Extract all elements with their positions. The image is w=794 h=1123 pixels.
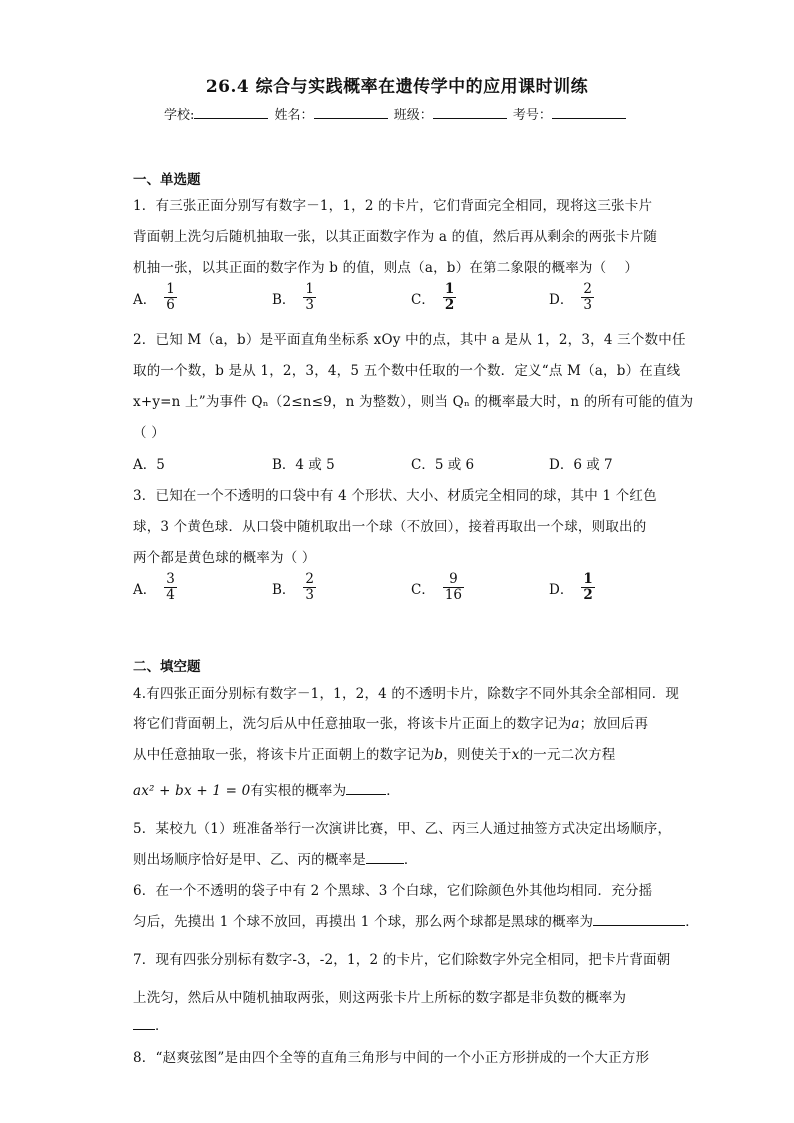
question-1-option-a[interactable] bbox=[133, 282, 177, 313]
question-4-answer-blank[interactable] bbox=[346, 782, 386, 795]
fraction: $\frac{1}{2}$ bbox=[583, 571, 593, 603]
fraction: $\frac{1}{6}$ bbox=[166, 281, 175, 313]
question-7-line-2: 上洗匀，然后从中随机抽取两张，则这两张卡片上所标的数字都是非负数的概率为 bbox=[133, 990, 627, 1006]
exam-no-blank[interactable] bbox=[552, 106, 626, 119]
question-3-option-b[interactable] bbox=[272, 572, 316, 603]
name-blank[interactable] bbox=[314, 106, 388, 119]
option-label: D． bbox=[549, 291, 574, 308]
question-2-line-1: 2．已知 M（a，b）是平面直角坐标系 xOy 中的点，其中 a 是从 1，2，3，4 三个数中任 bbox=[133, 332, 686, 348]
question-1-option-b[interactable] bbox=[272, 282, 316, 313]
fraction: $\frac{1}{2}$ bbox=[444, 281, 455, 313]
page-title: 26.4 综合与实践概率在遗传学中的应用课时训练 bbox=[205, 77, 589, 97]
class-label: 班级： bbox=[393, 108, 433, 123]
question-2-option-a[interactable]: A．5 bbox=[133, 457, 165, 473]
option-label: B． bbox=[272, 581, 296, 598]
question-3-line-2: 球，3 个黄色球．从口袋中随机取出一个球（不放回），接着再取出一个球，则取出的 bbox=[133, 519, 647, 535]
question-5-line-2: 则出场顺序恰好是甲、乙、丙的概率是 ． bbox=[133, 852, 418, 868]
school-blank[interactable] bbox=[194, 106, 268, 119]
question-3-option-c[interactable] bbox=[411, 572, 464, 603]
question-4-line-2: 将它们背面朝上，洗匀后从中任意抽取一张，将该卡片正面上的数字记为a；放回后再 bbox=[133, 716, 649, 732]
fraction: $\frac{9}{16}$ bbox=[444, 571, 463, 603]
question-6-line-1: 6．在一个不透明的袋子中有 2 个黑球、3 个白球，它们除颜色外其他均相同．充分摇 bbox=[133, 883, 653, 899]
question-3-option-a[interactable] bbox=[133, 572, 177, 603]
question-3-line-3: 两个都是黄色球的概率为（ ） bbox=[133, 550, 316, 566]
question-3-line-1: 3．已知在一个不透明的口袋中有 4 个形状、大小、材质完全相同的球，其中 1 个红色 bbox=[133, 488, 657, 504]
option-label: C． bbox=[411, 581, 435, 598]
question-7-line-1: 7．现有四张分别标有数字-3，-2，1，2 的卡片，它们除数字外完全相同，把卡片背面朝 bbox=[133, 952, 671, 968]
question-4-line-3: 从中任意抽取一张，将该卡片正面朝上的数字记为b，则使关于x的一元二次方程 bbox=[133, 747, 616, 763]
variable-b: b bbox=[434, 747, 444, 763]
fraction: $\frac{3}{4}$ bbox=[166, 571, 175, 603]
question-6-line-2: 匀后，先摸出 1 个球不放回，再摸出 1 个球，那么两个球都是黑球的概率为 ． bbox=[133, 914, 699, 930]
question-6-answer-blank[interactable] bbox=[593, 913, 685, 926]
fraction: $\frac{1}{3}$ bbox=[305, 281, 315, 313]
variable-a: a bbox=[571, 716, 580, 732]
question-1-option-c[interactable] bbox=[411, 282, 456, 313]
question-1-line-3: 机抽一张，以其正面的数字作为 b 的值，则点（a，b）在第二象限的概率为（ ） bbox=[133, 260, 639, 276]
name-label: 姓名： bbox=[274, 108, 314, 123]
fraction: $\frac{2}{3}$ bbox=[583, 281, 592, 313]
question-4-line-1: 4.有四张正面分别标有数字－1，1，2，4 的不透明卡片，除数字不同外其余全部相同．现 bbox=[133, 686, 680, 702]
question-4-line-4: ax² + bx + 1 = 0有实根的概率为 ． bbox=[133, 783, 400, 799]
question-2-line-4: （ ） bbox=[133, 425, 165, 441]
question-8-line-1: 8．“赵爽弦图”是由四个全等的直角三角形与中间的一个小正方形拼成的一个大正方形 bbox=[133, 1050, 650, 1066]
option-label: A． bbox=[133, 581, 157, 598]
section-heading-fill-in: 二、填空题 bbox=[133, 659, 201, 675]
option-label: C． bbox=[411, 291, 435, 308]
question-2-line-2: 取的一个数，b 是从 1，2，3，4，5 五个数中任取的一个数．定义“点 M（a，b）在直线 bbox=[133, 363, 681, 379]
option-label: D． bbox=[549, 581, 574, 598]
question-1-option-d[interactable] bbox=[549, 282, 594, 313]
question-7-line-3: ． bbox=[133, 1014, 169, 1034]
quadratic-equation: ax² + bx + 1 = 0 bbox=[133, 783, 251, 799]
question-7-answer-blank[interactable] bbox=[133, 1017, 155, 1030]
variable-x: x bbox=[511, 747, 520, 763]
question-5-line-1: 5．某校九（1）班准备举行一次演讲比赛，甲、乙、丙三人通过抽签方式决定出场顺序， bbox=[133, 821, 672, 837]
question-1-line-2: 背面朝上洗匀后随机抽取一张，以其正面数字作为 a 的值，然后再从剩余的两张卡片随 bbox=[133, 229, 658, 245]
student-info-row bbox=[164, 104, 628, 123]
option-label: B． bbox=[272, 291, 296, 308]
question-3-option-d[interactable] bbox=[549, 572, 595, 603]
section-heading-single-choice: 一、单选题 bbox=[133, 172, 201, 188]
question-1-line-1: 1．有三张正面分别写有数字－1，1，2 的卡片，它们背面完全相同，现将这三张卡片 bbox=[133, 198, 653, 214]
fraction: $\frac{2}{3}$ bbox=[305, 571, 315, 603]
option-label: A． bbox=[133, 291, 157, 308]
question-2-option-b[interactable]: B．4 或 5 bbox=[272, 457, 335, 473]
question-2-line-3: x+y=n 上”为事件 Qₙ（2≤n≤9，n 为整数），则当 Qₙ 的概率最大时，n 的所有可能的值为 bbox=[133, 394, 694, 410]
exam-no-label: 考号： bbox=[512, 108, 552, 123]
school-label: 学校: bbox=[164, 108, 195, 123]
class-blank[interactable] bbox=[433, 106, 507, 119]
question-2-option-d[interactable]: D．6 或 7 bbox=[549, 457, 613, 473]
question-5-answer-blank[interactable] bbox=[366, 851, 404, 864]
question-2-option-c[interactable]: C．5 或 6 bbox=[411, 457, 475, 473]
